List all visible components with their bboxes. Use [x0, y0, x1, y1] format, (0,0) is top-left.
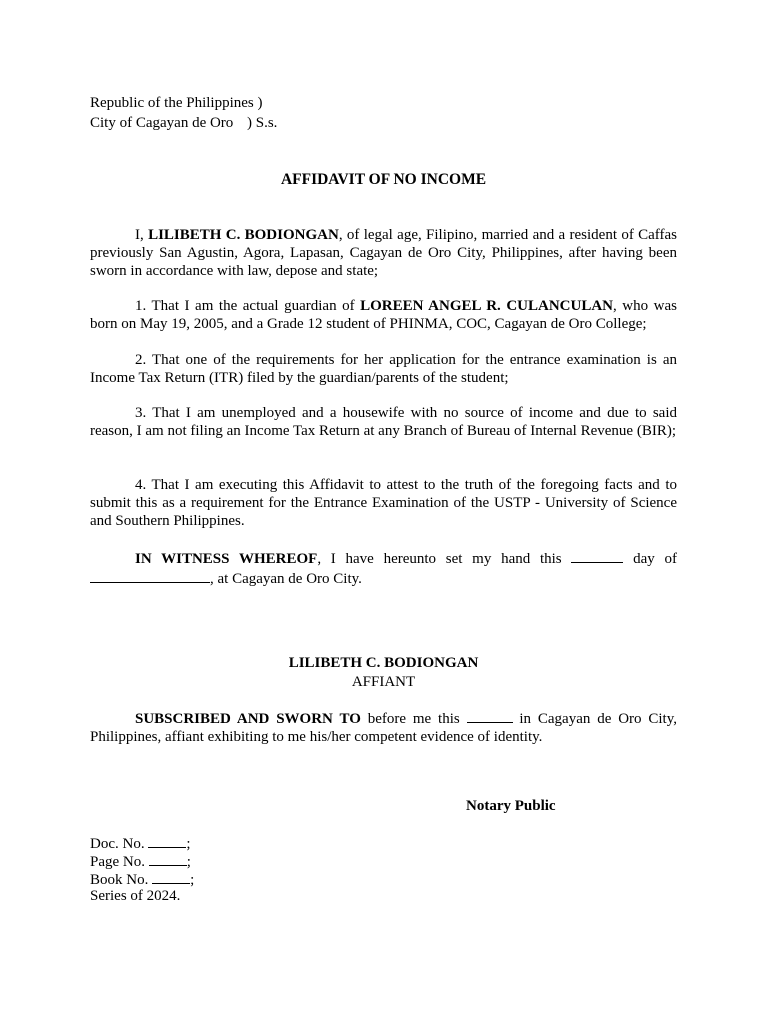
signature-name: LILIBETH C. BODIONGAN: [288, 655, 479, 671]
page-number-line: [90, 851, 191, 871]
signature-role: AFFIANT: [351, 674, 416, 690]
book-number-suffix: ;: [190, 872, 195, 888]
book-number-line: [90, 869, 194, 889]
venue-republic: Republic of the Philippines ): [90, 95, 263, 111]
venue-ss: ) S.s.: [247, 115, 278, 131]
book-number-blank: [152, 869, 190, 884]
doc-number-suffix: ;: [186, 836, 191, 852]
document-title: AFFIDAVIT OF NO INCOME: [280, 171, 487, 188]
jurat-date-blank: [467, 708, 513, 723]
jurat-lead: SUBSCRIBED AND SWORN TO: [135, 711, 361, 727]
venue-line-1: [90, 94, 262, 112]
ward-name: LOREEN ANGEL R. CULANCULAN: [360, 298, 613, 314]
notary-public-label: Notary Public: [466, 798, 556, 814]
page-number-suffix: ;: [186, 854, 191, 870]
affidavit-page: [90, 0, 677, 1024]
jurat-paragraph: [90, 708, 677, 746]
intro-text: , of legal age, Filipino, married and a resident of Caffas previously San Agustin, Agora, Lapasan, Cagayan de Oro City, Philippines, after having been sworn in accordance with law, depose and state;: [90, 227, 677, 279]
doc-number-label: Doc. No.: [90, 836, 145, 852]
venue-line-2: [90, 114, 277, 132]
intro-paragraph: [90, 226, 677, 280]
witness-text-2: day of: [623, 551, 678, 567]
item-4-paragraph: 4. That I am executing this Affidavit to attest to the truth of the foregoing facts and to submit this as a requirement for the Entrance Examination of the USTP - University of Science and Southern Philippines.: [90, 477, 677, 529]
item-1-prefix: 1. That I am the actual guardian of: [135, 298, 361, 314]
witness-lead: IN WITNESS WHEREOF: [135, 551, 318, 567]
item-2-paragraph: 2. That one of the requirements for her application for the entrance examination is an Income Tax Return (ITR) filed by the guardian/parents of the student;: [90, 352, 677, 386]
doc-number-blank: [148, 833, 186, 848]
jurat-text-1: before me this: [360, 711, 467, 727]
book-number-label: Book No.: [90, 872, 149, 888]
page-number-label: Page No.: [90, 854, 145, 870]
day-blank: [571, 548, 623, 563]
doc-number-line: [90, 833, 191, 853]
witness-text-3: , at Cagayan de Oro City.: [210, 571, 362, 587]
page-number-blank: [149, 851, 187, 866]
witness-paragraph: [90, 548, 677, 588]
item-3-paragraph: 3. That I am unemployed and a housewife with no source of income and due to said reason, I am not filing an Income Tax Return at any Branch of Bureau of Internal Revenue (BIR);: [90, 405, 677, 439]
intro-prefix: I,: [135, 227, 149, 243]
item-1-paragraph: [90, 297, 677, 333]
witness-text-1: , I have hereunto set my hand this: [317, 551, 572, 567]
affiant-name-inline: LILIBETH C. BODIONGAN: [148, 227, 339, 243]
jurat-text-2: in Cagayan de Oro City, Philippines, affiant exhibiting to me his/her competent evidence of identity.: [90, 711, 677, 745]
item-1-text: , who was born on May 19, 2005, and a Grade 12 student of PHINMA, COC, Cagayan de Oro College;: [90, 298, 677, 332]
venue-city: City of Cagayan de Oro: [90, 115, 234, 131]
month-blank: [90, 568, 210, 583]
series-line: Series of 2024.: [90, 888, 181, 904]
